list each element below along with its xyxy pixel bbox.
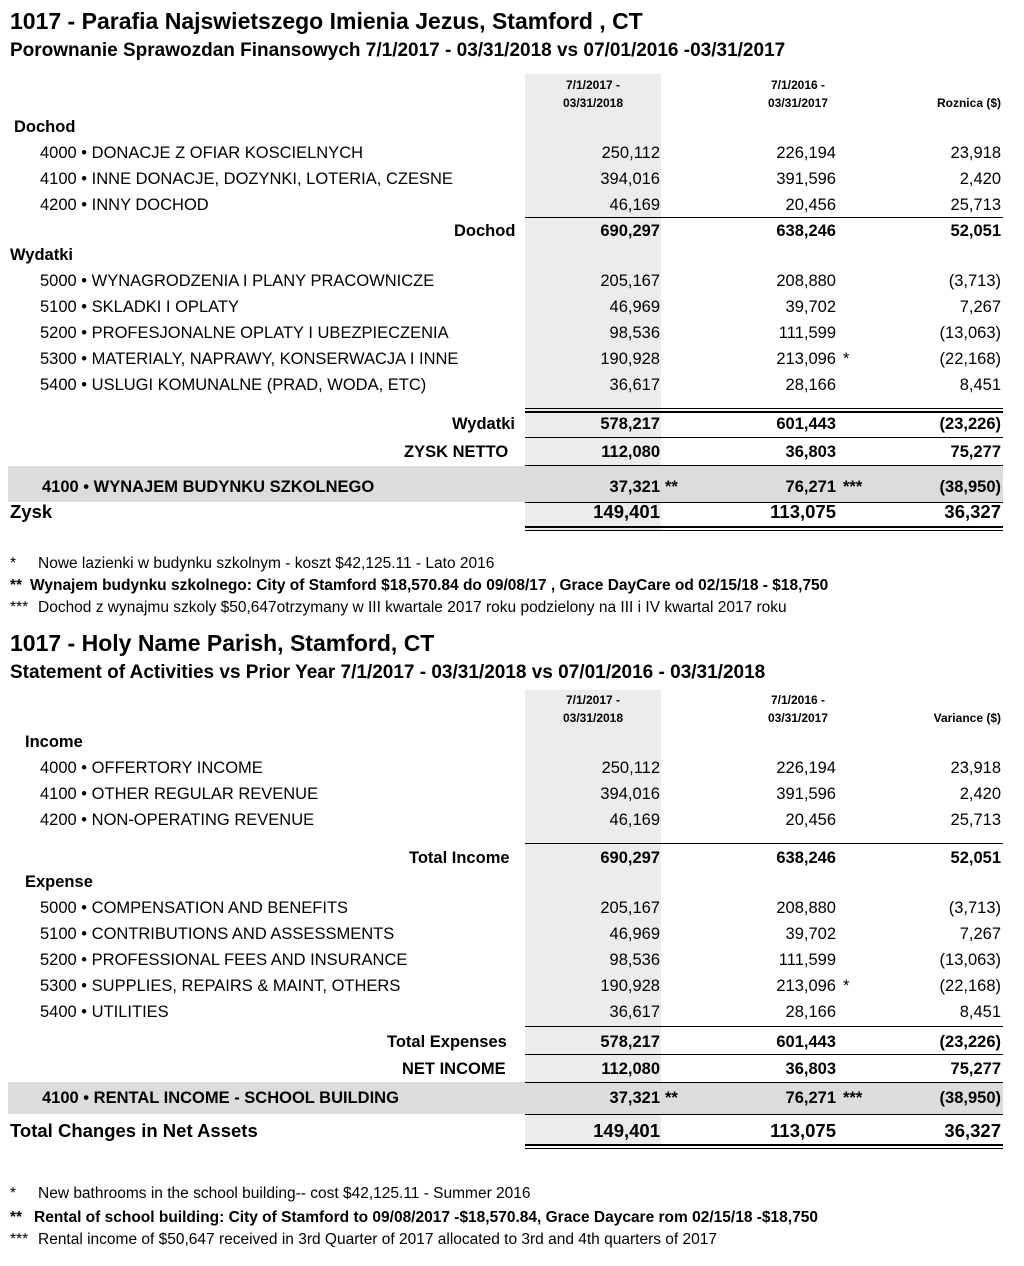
row-label: 5000 • COMPENSATION AND BENEFITS [40, 899, 349, 917]
table-row [0, 372, 1024, 398]
row-value: 76,271 [785, 1089, 836, 1107]
table-row [0, 346, 1024, 372]
row-value: 25,713 [950, 196, 1001, 214]
row-label: Zysk [10, 501, 53, 522]
rule [525, 1026, 1003, 1027]
row-label: 5200 • PROFESSIONAL FEES AND INSURANCE [40, 951, 408, 969]
row-value: 190,928 [600, 977, 660, 995]
row-value: 638,246 [776, 849, 836, 867]
row-label: Income [25, 733, 83, 751]
footnote-marker: *** [843, 478, 863, 496]
row-value: 36,803 [785, 443, 836, 461]
row-value: (38,950) [939, 478, 1001, 496]
polish-col2-header [730, 76, 866, 112]
table-row [0, 781, 1024, 807]
row-value: 111,599 [778, 324, 836, 342]
row-value: (38,950) [939, 1089, 1001, 1107]
row-value: 111,599 [778, 951, 836, 969]
row-label: 4100 • RENTAL INCOME - SCHOOL BUILDING [42, 1089, 399, 1107]
english-note-2: ** Rental of school building: City of Stamford to 09/08/2017 -$18,570.84, Grace Daycare rom 02/15/18 -$18,750 [10, 1209, 818, 1226]
row-label: Dochod [454, 222, 516, 240]
row-value: 205,167 [600, 272, 660, 290]
english-note-1: * New bathrooms in the school building-- cost $42,125.11 - Summer 2016 [10, 1185, 531, 1202]
row-value: 208,880 [776, 899, 836, 917]
row-value: 20,456 [785, 811, 836, 829]
rule [525, 408, 1003, 409]
table-row [0, 320, 1024, 346]
row-label: Wydatki [452, 415, 515, 433]
row-label: 4200 • NON-OPERATING REVENUE [40, 811, 315, 829]
row-value: 2,420 [959, 170, 1001, 188]
row-label: 5000 • WYNAGRODZENIA I PLANY PRACOWNICZE [40, 272, 435, 290]
row-value: 36,327 [944, 501, 1001, 522]
polish-subtitle: Porownanie Sprawozdan Finansowych 7/1/2017 - 03/31/2018 vs 07/01/2016 -03/31/2017 [10, 40, 786, 61]
row-value: 250,112 [601, 759, 660, 777]
row-value: 39,702 [785, 925, 836, 943]
row-value: 113,075 [770, 1120, 836, 1141]
row-value: 601,443 [776, 415, 836, 433]
row-value: 394,016 [600, 785, 660, 803]
row-value: 112,080 [601, 443, 660, 461]
table-row [0, 895, 1024, 921]
row-value: 25,713 [950, 811, 1001, 829]
row-value: 36,617 [609, 1003, 660, 1021]
english-income-total [0, 845, 1024, 871]
row-value: 205,167 [600, 899, 660, 917]
polish-net [0, 439, 1024, 465]
row-label: 5100 • SKLADKI I OPLATY [40, 298, 239, 316]
english-col3-header: Variance ($) [933, 711, 1001, 725]
row-value: (23,226) [939, 1033, 1001, 1051]
row-label: 5400 • UTILITIES [40, 1003, 169, 1021]
row-label: 4000 • OFFERTORY INCOME [40, 759, 263, 777]
polish-col3-header: Roznica ($) [936, 96, 1001, 110]
row-value: 28,166 [785, 376, 836, 394]
row-label: Total Changes in Net Assets [10, 1120, 258, 1141]
table-row [0, 921, 1024, 947]
english-title: 1017 - Holy Name Parish, Stamford, CT [10, 630, 435, 656]
row-value: 208,880 [776, 272, 836, 290]
rule [525, 843, 1003, 844]
row-value: 149,401 [593, 1120, 660, 1141]
row-label: 4100 • WYNAJEM BUDYNKU SZKOLNEGO [42, 478, 375, 496]
row-value: 690,297 [600, 849, 660, 867]
row-value: 37,321 [609, 478, 660, 496]
row-value: 112,080 [601, 1060, 660, 1078]
row-value: 52,051 [950, 222, 1001, 240]
table-row [0, 192, 1024, 218]
polish-title: 1017 - Parafia Najswietszego Imienia Jezus, Stamford , CT [10, 8, 643, 34]
header-line: 7/1/2016 - [770, 693, 826, 707]
row-value: 36,327 [944, 1120, 1001, 1141]
row-value: 23,918 [950, 759, 1001, 777]
row-value: (3,713) [948, 899, 1001, 917]
rule [525, 1082, 1003, 1083]
polish-income-header [0, 114, 1024, 140]
row-value: 226,194 [776, 144, 836, 162]
row-value: (3,713) [948, 272, 1001, 290]
header-line: 03/31/2017 [767, 96, 829, 110]
table-row [0, 268, 1024, 294]
table-row [0, 166, 1024, 192]
rule [525, 526, 1003, 528]
row-value: 46,969 [609, 925, 660, 943]
row-value: 2,420 [959, 785, 1001, 803]
header-line: 03/31/2017 [767, 711, 829, 725]
english-total [0, 1118, 1024, 1144]
row-value: 8,451 [959, 1003, 1001, 1021]
row-value: 36,803 [785, 1060, 836, 1078]
row-value: 75,277 [950, 443, 1001, 461]
row-label: 5300 • SUPPLIES, REPAIRS & MAINT, OTHERS [40, 977, 401, 995]
row-value: 7,267 [959, 298, 1001, 316]
row-value: 20,456 [785, 196, 836, 214]
english-col2-header [730, 691, 866, 727]
row-value: 391,596 [776, 170, 836, 188]
english-expense-total [0, 1029, 1024, 1055]
polish-income-total [0, 218, 1024, 244]
english-rental-row [0, 1085, 1024, 1111]
row-label: NET INCOME [402, 1060, 506, 1078]
rule [525, 1144, 1003, 1146]
row-value: 190,928 [600, 350, 660, 368]
table-row [0, 294, 1024, 320]
rule [525, 530, 1003, 531]
row-value: 75,277 [950, 1060, 1001, 1078]
row-value: (13,063) [939, 324, 1001, 342]
table-row [0, 140, 1024, 166]
row-label: ZYSK NETTO [404, 443, 509, 461]
row-value: 213,096 [776, 977, 836, 995]
row-label: Total Income [409, 849, 510, 867]
row-label: Dochod [14, 118, 76, 136]
row-value: (23,226) [939, 415, 1001, 433]
row-value: 226,194 [776, 759, 836, 777]
row-value: 113,075 [770, 501, 836, 522]
row-value: (22,168) [939, 977, 1001, 995]
row-value: 52,051 [950, 849, 1001, 867]
row-label: 4100 • INNE DONACJE, DOZYNKI, LOTERIA, CZESNE [40, 170, 453, 188]
header-line: 03/31/2018 [562, 711, 624, 725]
row-value: 28,166 [785, 1003, 836, 1021]
row-value: 46,969 [609, 298, 660, 316]
polish-expense-total [0, 411, 1024, 437]
polish-col1-header [525, 76, 661, 112]
polish-total [0, 499, 1024, 525]
row-value: 23,918 [950, 144, 1001, 162]
row-label: 4200 • INNY DOCHOD [40, 196, 209, 214]
row-value: 250,112 [601, 144, 660, 162]
row-value: (22,168) [939, 350, 1001, 368]
footnote-marker: ** [665, 1089, 678, 1107]
rule [525, 1054, 1003, 1055]
row-value: 7,267 [959, 925, 1001, 943]
polish-note-1: * Nowe lazienki w budynku szkolnym - koszt $42,125.11 - Lato 2016 [10, 555, 495, 572]
row-label: 4000 • DONACJE Z OFIAR KOSCIELNYCH [40, 144, 364, 162]
row-value: 76,271 [785, 478, 836, 496]
polish-rental-row [0, 474, 1024, 500]
header-line: 7/1/2017 - [565, 693, 621, 707]
table-row [0, 755, 1024, 781]
footnote-marker: *** [843, 1089, 863, 1107]
footnote-marker: ** [665, 478, 678, 496]
row-value: 638,246 [776, 222, 836, 240]
row-value: 578,217 [600, 415, 660, 433]
row-value: 394,016 [600, 170, 660, 188]
row-value: 578,217 [600, 1033, 660, 1051]
footnote-marker: * [843, 977, 850, 995]
row-label: Expense [25, 873, 93, 891]
row-label: 5400 • USLUGI KOMUNALNE (PRAD, WODA, ETC) [40, 376, 427, 394]
row-value: 46,169 [609, 196, 660, 214]
polish-note-3: *** Dochod z wynajmu szkoly $50,647otrzymany w III kwartale 2017 roku podzielony na III i IV kwartal 2017 roku [10, 599, 787, 616]
row-label: Total Expenses [387, 1033, 507, 1051]
table-row [0, 807, 1024, 833]
row-value: 391,596 [776, 785, 836, 803]
row-value: 39,702 [785, 298, 836, 316]
row-label: 4100 • OTHER REGULAR REVENUE [40, 785, 319, 803]
header-line: 7/1/2016 - [770, 78, 826, 92]
english-col1-header [525, 691, 661, 727]
row-label: Wydatki [10, 246, 73, 264]
header-line: 03/31/2018 [562, 96, 624, 110]
polish-note-2: ** Wynajem budynku szkolnego: City of Stamford $18,570.84 do 09/08/17 , Grace DayCare od 02/15/18 - $18,750 [10, 577, 829, 594]
row-label: 5300 • MATERIALY, NAPRAWY, KONSERWACJA I INNE [40, 350, 459, 368]
row-label: 5100 • CONTRIBUTIONS AND ASSESSMENTS [40, 925, 395, 943]
rule [525, 437, 1003, 438]
row-value: 98,536 [609, 324, 660, 342]
rule [525, 1148, 1003, 1149]
table-row [0, 999, 1024, 1025]
english-net [0, 1056, 1024, 1082]
footnote-marker: * [843, 350, 850, 368]
english-expense-header [0, 869, 1024, 895]
row-value: 690,297 [600, 222, 660, 240]
row-value: 36,617 [609, 376, 660, 394]
row-label: 5200 • PROFESJONALNE OPLATY I UBEZPIECZENIA [40, 324, 449, 342]
row-value: (13,063) [939, 951, 1001, 969]
row-value: 601,443 [776, 1033, 836, 1051]
row-value: 8,451 [959, 376, 1001, 394]
english-income-header [0, 729, 1024, 755]
rule [525, 465, 1003, 466]
english-note-3: *** Rental income of $50,647 received in 3rd Quarter of 2017 allocated to 3rd and 4th quarters of 2017 [10, 1231, 717, 1248]
row-value: 46,169 [609, 811, 660, 829]
row-value: 37,321 [609, 1089, 660, 1107]
polish-expense-header [0, 242, 1024, 268]
row-value: 149,401 [593, 501, 660, 522]
row-value: 98,536 [609, 951, 660, 969]
table-row [0, 973, 1024, 999]
english-subtitle: Statement of Activities vs Prior Year 7/1/2017 - 03/31/2018 vs 07/01/2016 - 03/31/2018 [10, 662, 766, 683]
table-row [0, 947, 1024, 973]
rule [525, 1114, 1003, 1115]
row-value: 213,096 [776, 350, 836, 368]
header-line: 7/1/2017 - [565, 78, 621, 92]
